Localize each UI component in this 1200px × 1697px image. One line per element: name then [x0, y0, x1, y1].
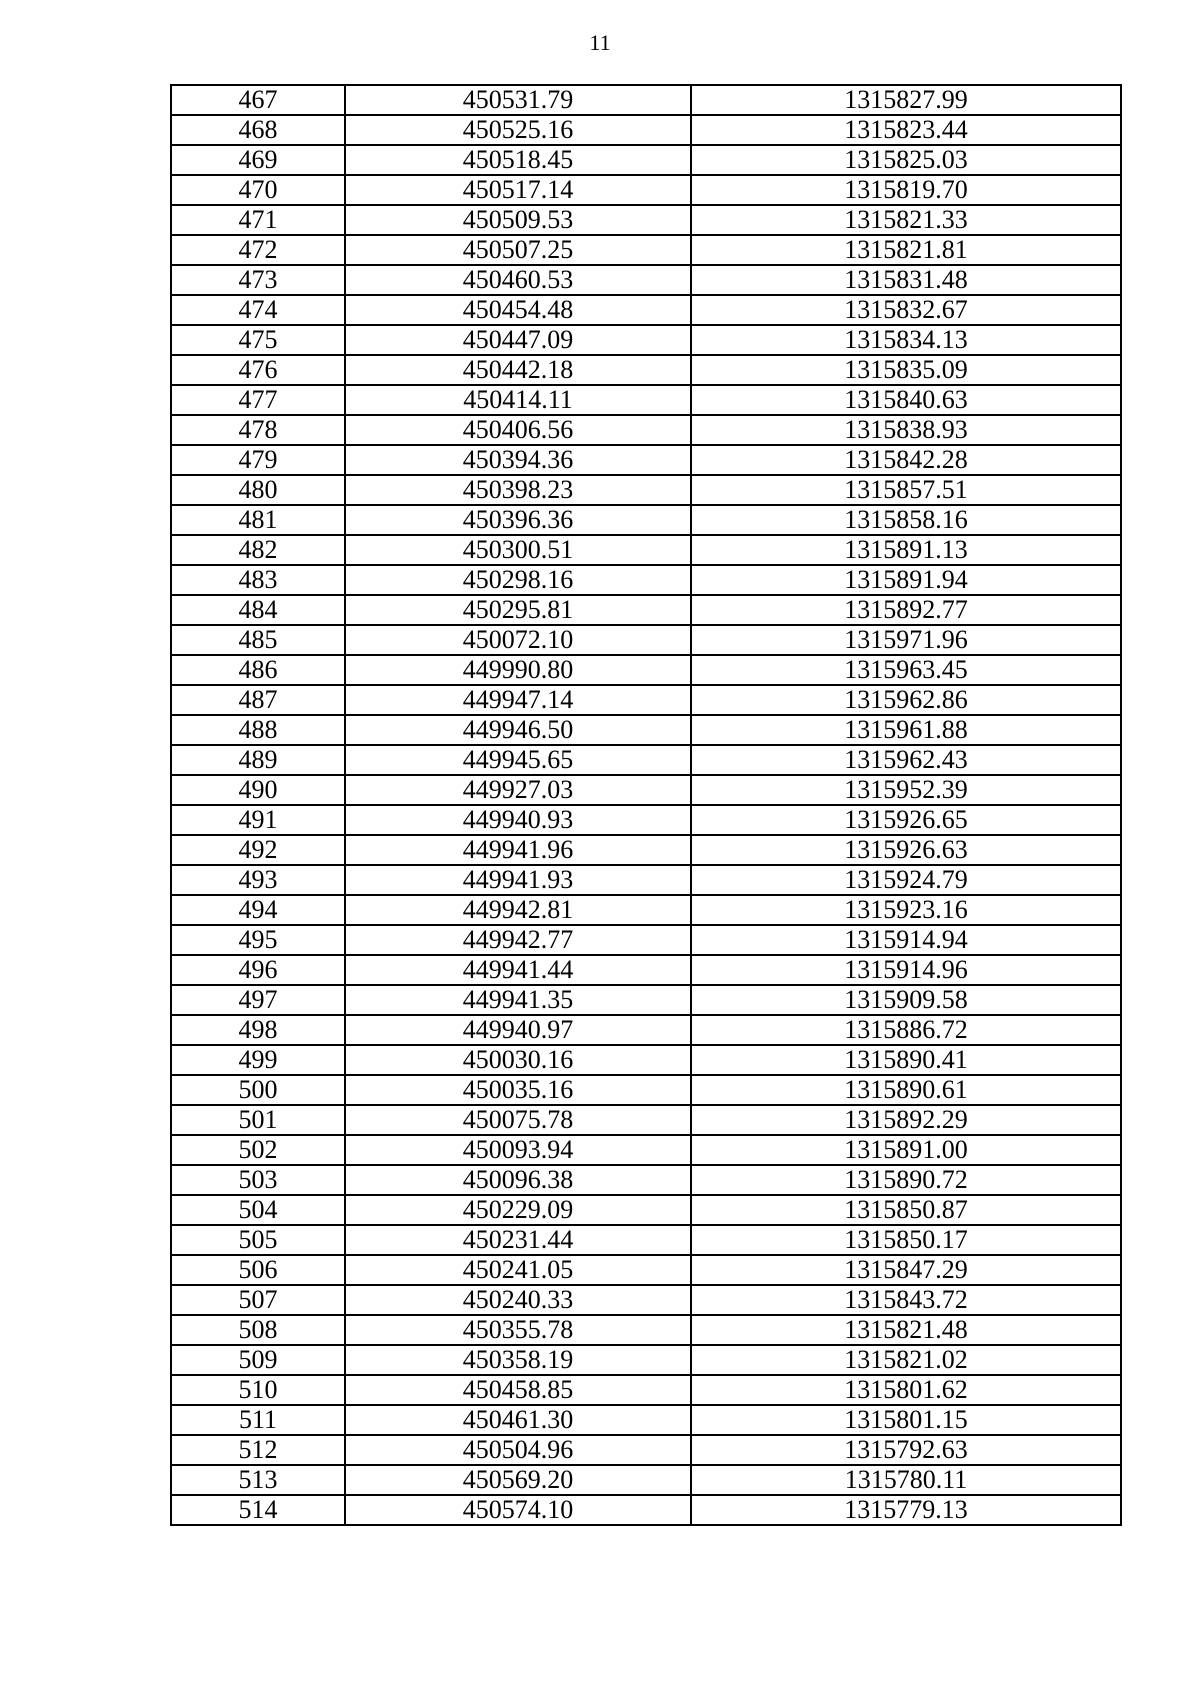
- point-number-cell: 497: [171, 985, 345, 1015]
- point-number-cell: 476: [171, 355, 345, 385]
- table-row: [171, 745, 1121, 775]
- y-coordinate-cell: 1315892.77: [691, 595, 1121, 625]
- table-row: [171, 1105, 1121, 1135]
- point-number-cell: 504: [171, 1195, 345, 1225]
- point-number-cell: 502: [171, 1135, 345, 1165]
- y-coordinate-cell: 1315834.13: [691, 325, 1121, 355]
- table-row: [171, 1255, 1121, 1285]
- table-row: [171, 1045, 1121, 1075]
- table-row: [171, 895, 1121, 925]
- table-row: [171, 475, 1121, 505]
- table-row: [171, 565, 1121, 595]
- table-row: [171, 1195, 1121, 1225]
- point-number-cell: 472: [171, 235, 345, 265]
- table-row: [171, 925, 1121, 955]
- point-number-cell: 511: [171, 1405, 345, 1435]
- x-coordinate-cell: 450394.36: [345, 445, 691, 475]
- table-row: [171, 505, 1121, 535]
- table-row: [171, 1015, 1121, 1045]
- x-coordinate-cell: 450461.30: [345, 1405, 691, 1435]
- point-number-cell: 506: [171, 1255, 345, 1285]
- y-coordinate-cell: 1315835.09: [691, 355, 1121, 385]
- point-number-cell: 503: [171, 1165, 345, 1195]
- x-coordinate-cell: 449946.50: [345, 715, 691, 745]
- point-number-cell: 478: [171, 415, 345, 445]
- table-row: [171, 1135, 1121, 1165]
- table-row: [171, 1225, 1121, 1255]
- x-coordinate-cell: 449990.80: [345, 655, 691, 685]
- x-coordinate-cell: 449940.97: [345, 1015, 691, 1045]
- y-coordinate-cell: 1315847.29: [691, 1255, 1121, 1285]
- y-coordinate-cell: 1315801.62: [691, 1375, 1121, 1405]
- y-coordinate-cell: 1315819.70: [691, 175, 1121, 205]
- x-coordinate-cell: 450396.36: [345, 505, 691, 535]
- x-coordinate-cell: 450358.19: [345, 1345, 691, 1375]
- y-coordinate-cell: 1315838.93: [691, 415, 1121, 445]
- x-coordinate-cell: 450355.78: [345, 1315, 691, 1345]
- table-row: [171, 685, 1121, 715]
- point-number-cell: 514: [171, 1495, 345, 1525]
- y-coordinate-cell: 1315890.41: [691, 1045, 1121, 1075]
- x-coordinate-cell: 449941.96: [345, 835, 691, 865]
- point-number-cell: 495: [171, 925, 345, 955]
- x-coordinate-cell: 449940.93: [345, 805, 691, 835]
- table-row: [171, 1285, 1121, 1315]
- y-coordinate-cell: 1315792.63: [691, 1435, 1121, 1465]
- y-coordinate-cell: 1315779.13: [691, 1495, 1121, 1525]
- y-coordinate-cell: 1315962.43: [691, 745, 1121, 775]
- y-coordinate-cell: 1315831.48: [691, 265, 1121, 295]
- table-row: [171, 175, 1121, 205]
- y-coordinate-cell: 1315926.65: [691, 805, 1121, 835]
- y-coordinate-cell: 1315821.33: [691, 205, 1121, 235]
- y-coordinate-cell: 1315780.11: [691, 1465, 1121, 1495]
- x-coordinate-cell: 450507.25: [345, 235, 691, 265]
- table-row: [171, 85, 1121, 115]
- x-coordinate-cell: 450240.33: [345, 1285, 691, 1315]
- point-number-cell: 477: [171, 385, 345, 415]
- y-coordinate-cell: 1315963.45: [691, 655, 1121, 685]
- point-number-cell: 484: [171, 595, 345, 625]
- table-row: [171, 985, 1121, 1015]
- table-row: [171, 835, 1121, 865]
- x-coordinate-cell: 450504.96: [345, 1435, 691, 1465]
- x-coordinate-cell: 450241.05: [345, 1255, 691, 1285]
- table-row: [171, 1465, 1121, 1495]
- x-coordinate-cell: 450030.16: [345, 1045, 691, 1075]
- y-coordinate-cell: 1315914.94: [691, 925, 1121, 955]
- point-number-cell: 505: [171, 1225, 345, 1255]
- y-coordinate-cell: 1315823.44: [691, 115, 1121, 145]
- y-coordinate-cell: 1315843.72: [691, 1285, 1121, 1315]
- point-number-cell: 468: [171, 115, 345, 145]
- table-row: [171, 1345, 1121, 1375]
- table-row: [171, 955, 1121, 985]
- x-coordinate-cell: 450414.11: [345, 385, 691, 415]
- x-coordinate-cell: 449947.14: [345, 685, 691, 715]
- x-coordinate-cell: 449941.93: [345, 865, 691, 895]
- table-row: [171, 205, 1121, 235]
- coordinates-table: [170, 84, 1122, 1526]
- y-coordinate-cell: 1315891.00: [691, 1135, 1121, 1165]
- point-number-cell: 480: [171, 475, 345, 505]
- x-coordinate-cell: 449941.44: [345, 955, 691, 985]
- table-row: [171, 1435, 1121, 1465]
- y-coordinate-cell: 1315850.17: [691, 1225, 1121, 1255]
- point-number-cell: 490: [171, 775, 345, 805]
- x-coordinate-cell: 450517.14: [345, 175, 691, 205]
- table-row: [171, 265, 1121, 295]
- point-number-cell: 474: [171, 295, 345, 325]
- table-row: [171, 355, 1121, 385]
- point-number-cell: 481: [171, 505, 345, 535]
- point-number-cell: 499: [171, 1045, 345, 1075]
- point-number-cell: 470: [171, 175, 345, 205]
- x-coordinate-cell: 450442.18: [345, 355, 691, 385]
- table-row: [171, 235, 1121, 265]
- point-number-cell: 513: [171, 1465, 345, 1495]
- y-coordinate-cell: 1315821.02: [691, 1345, 1121, 1375]
- table-row: [171, 445, 1121, 475]
- table-row: [171, 1405, 1121, 1435]
- y-coordinate-cell: 1315840.63: [691, 385, 1121, 415]
- point-number-cell: 489: [171, 745, 345, 775]
- point-number-cell: 492: [171, 835, 345, 865]
- x-coordinate-cell: 450406.56: [345, 415, 691, 445]
- y-coordinate-cell: 1315825.03: [691, 145, 1121, 175]
- y-coordinate-cell: 1315858.16: [691, 505, 1121, 535]
- table-row: [171, 1315, 1121, 1345]
- y-coordinate-cell: 1315971.96: [691, 625, 1121, 655]
- point-number-cell: 469: [171, 145, 345, 175]
- y-coordinate-cell: 1315832.67: [691, 295, 1121, 325]
- y-coordinate-cell: 1315827.99: [691, 85, 1121, 115]
- table-row: [171, 595, 1121, 625]
- table-row: [171, 415, 1121, 445]
- x-coordinate-cell: 450525.16: [345, 115, 691, 145]
- table-row: [171, 145, 1121, 175]
- y-coordinate-cell: 1315914.96: [691, 955, 1121, 985]
- point-number-cell: 475: [171, 325, 345, 355]
- y-coordinate-cell: 1315952.39: [691, 775, 1121, 805]
- table-row: [171, 1075, 1121, 1105]
- table-row: [171, 775, 1121, 805]
- y-coordinate-cell: 1315891.13: [691, 535, 1121, 565]
- point-number-cell: 493: [171, 865, 345, 895]
- y-coordinate-cell: 1315962.86: [691, 685, 1121, 715]
- point-number-cell: 485: [171, 625, 345, 655]
- x-coordinate-cell: 450447.09: [345, 325, 691, 355]
- y-coordinate-cell: 1315890.72: [691, 1165, 1121, 1195]
- x-coordinate-cell: 449942.81: [345, 895, 691, 925]
- y-coordinate-cell: 1315924.79: [691, 865, 1121, 895]
- y-coordinate-cell: 1315892.29: [691, 1105, 1121, 1135]
- x-coordinate-cell: 450298.16: [345, 565, 691, 595]
- x-coordinate-cell: 449942.77: [345, 925, 691, 955]
- table-row: [171, 865, 1121, 895]
- point-number-cell: 498: [171, 1015, 345, 1045]
- point-number-cell: 500: [171, 1075, 345, 1105]
- point-number-cell: 494: [171, 895, 345, 925]
- coordinates-table-body: [171, 85, 1121, 1525]
- point-number-cell: 482: [171, 535, 345, 565]
- x-coordinate-cell: 450229.09: [345, 1195, 691, 1225]
- point-number-cell: 501: [171, 1105, 345, 1135]
- table-row: [171, 655, 1121, 685]
- x-coordinate-cell: 450093.94: [345, 1135, 691, 1165]
- y-coordinate-cell: 1315926.63: [691, 835, 1121, 865]
- table-row: [171, 325, 1121, 355]
- x-coordinate-cell: 450509.53: [345, 205, 691, 235]
- y-coordinate-cell: 1315842.28: [691, 445, 1121, 475]
- y-coordinate-cell: 1315886.72: [691, 1015, 1121, 1045]
- point-number-cell: 509: [171, 1345, 345, 1375]
- y-coordinate-cell: 1315923.16: [691, 895, 1121, 925]
- table-row: [171, 1495, 1121, 1525]
- x-coordinate-cell: 449927.03: [345, 775, 691, 805]
- point-number-cell: 473: [171, 265, 345, 295]
- y-coordinate-cell: 1315909.58: [691, 985, 1121, 1015]
- point-number-cell: 510: [171, 1375, 345, 1405]
- table-row: [171, 1375, 1121, 1405]
- point-number-cell: 479: [171, 445, 345, 475]
- table-row: [171, 625, 1121, 655]
- table-row: [171, 715, 1121, 745]
- x-coordinate-cell: 450460.53: [345, 265, 691, 295]
- y-coordinate-cell: 1315821.81: [691, 235, 1121, 265]
- y-coordinate-cell: 1315890.61: [691, 1075, 1121, 1105]
- x-coordinate-cell: 450231.44: [345, 1225, 691, 1255]
- point-number-cell: 486: [171, 655, 345, 685]
- point-number-cell: 507: [171, 1285, 345, 1315]
- point-number-cell: 488: [171, 715, 345, 745]
- point-number-cell: 467: [171, 85, 345, 115]
- x-coordinate-cell: 450096.38: [345, 1165, 691, 1195]
- x-coordinate-cell: 450518.45: [345, 145, 691, 175]
- point-number-cell: 508: [171, 1315, 345, 1345]
- page-number: 11: [589, 30, 611, 55]
- point-number-cell: 483: [171, 565, 345, 595]
- x-coordinate-cell: 450569.20: [345, 1465, 691, 1495]
- x-coordinate-cell: 450075.78: [345, 1105, 691, 1135]
- table-row: [171, 1165, 1121, 1195]
- x-coordinate-cell: 450035.16: [345, 1075, 691, 1105]
- y-coordinate-cell: 1315961.88: [691, 715, 1121, 745]
- x-coordinate-cell: 449941.35: [345, 985, 691, 1015]
- table-row: [171, 295, 1121, 325]
- x-coordinate-cell: 450454.48: [345, 295, 691, 325]
- y-coordinate-cell: 1315857.51: [691, 475, 1121, 505]
- x-coordinate-cell: 449945.65: [345, 745, 691, 775]
- y-coordinate-cell: 1315891.94: [691, 565, 1121, 595]
- table-row: [171, 805, 1121, 835]
- x-coordinate-cell: 450072.10: [345, 625, 691, 655]
- x-coordinate-cell: 450458.85: [345, 1375, 691, 1405]
- point-number-cell: 471: [171, 205, 345, 235]
- y-coordinate-cell: 1315801.15: [691, 1405, 1121, 1435]
- point-number-cell: 512: [171, 1435, 345, 1465]
- y-coordinate-cell: 1315850.87: [691, 1195, 1121, 1225]
- x-coordinate-cell: 450398.23: [345, 475, 691, 505]
- x-coordinate-cell: 450531.79: [345, 85, 691, 115]
- point-number-cell: 491: [171, 805, 345, 835]
- x-coordinate-cell: 450574.10: [345, 1495, 691, 1525]
- table-row: [171, 535, 1121, 565]
- table-row: [171, 115, 1121, 145]
- x-coordinate-cell: 450295.81: [345, 595, 691, 625]
- y-coordinate-cell: 1315821.48: [691, 1315, 1121, 1345]
- point-number-cell: 487: [171, 685, 345, 715]
- point-number-cell: 496: [171, 955, 345, 985]
- table-row: [171, 385, 1121, 415]
- x-coordinate-cell: 450300.51: [345, 535, 691, 565]
